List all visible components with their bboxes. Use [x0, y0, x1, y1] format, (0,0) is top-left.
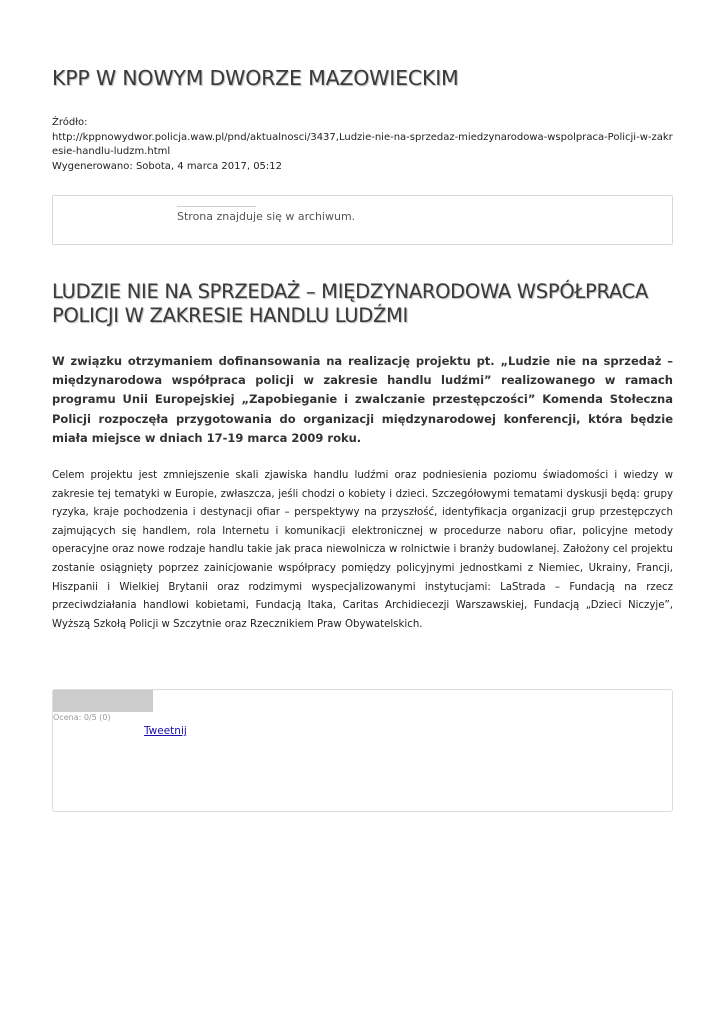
archive-divider: [177, 206, 256, 207]
article-lead: W związku otrzymaniem dofinansowania na realizację projektu pt. „Ludzie nie na sprzedaż – międzynarodowa współpraca policji w zakresie handlu ludźmi” realizowanego w ramach programu Unii Europejskiej „Zapobieganie i zwalczanie przestępczości” Komenda Stołeczna Policji rozpoczęła przygotowania do organizacji międzynarodowej konferencji, która będzie miała miejsce w dniach 17-19 marca 2009 roku.: [52, 354, 673, 445]
site-title: KPP W NOWYM DWORZE MAZOWIECKIM: [52, 66, 459, 90]
source-url: http://kppnowydwor.policja.waw.pl/pnd/aktualnosci/3437,Ludzie-nie-na-sprzedaz-miedzynarodowa-wspolpraca-Policji-w-zakresie-handlu-ludzm.html: [52, 131, 673, 157]
archive-notice: Strona znajduje się w archiwum.: [177, 210, 356, 223]
archive-notice-box: [52, 195, 673, 245]
article-body: Celem projektu jest zmniejszenie skali zjawiska handlu ludźmi oraz podniesienia poziomu świadomości i wiedzy w zakresie tej tematyki w Europie, zwłaszcza, jeśli chodzi o kobiety i dzieci. Szczegółowymi tematami dyskusji będą: grupy ryzyka, kraje pochodzenia i destynacji ofiar – perspektywy na przyszłość, identyfikacja organizacji grup przestępczych zajmujących się handlem, rola Internetu i komunikacji elektronicznej w procedurze naboru ofiar, policyjne metody operacyjne oraz nowe rodzaje handlu takie jak praca niewolnicza w rolnictwie i branży budowlanej. Założony cel projektu zostanie osiągnięty poprzez zainicjowanie współpracy pomiędzy policyjnymi jednostkami z Niemiec, Ukrainy, Francji, Hiszpanii i Wielkiej Brytanii oraz rodzimymi wyspecjalizowanymi instytucjami: LaStrada – Fundacją na rzecz przeciwdziałania handlowi kobietami, Fundacją Itaka, Caritas Archidiecezji Warszawskiej, Fundacją „Dzieci Niczyje”, Wyższą Szkołą Policji w Szczytnie oraz Rzecznikiem Praw Obywatelskich.: [52, 470, 673, 630]
article-title: LUDZIE NIE NA SPRZEDAŻ – MIĘDZYNARODOWA WSPÓŁPRACA POLICJI W ZAKRESIE HANDLU LUDŹMI: [52, 280, 648, 327]
rating-stars-bar[interactable]: [53, 690, 153, 712]
tweet-link[interactable]: Tweetnij: [144, 725, 187, 737]
source-info: [52, 116, 673, 174]
rating-text: Ocena: 0/5 (0): [53, 713, 111, 722]
social-box: [52, 689, 673, 812]
source-label: Źródło:: [52, 117, 88, 128]
generated-date: Wygenerowano: Sobota, 4 marca 2017, 05:12: [52, 160, 283, 172]
